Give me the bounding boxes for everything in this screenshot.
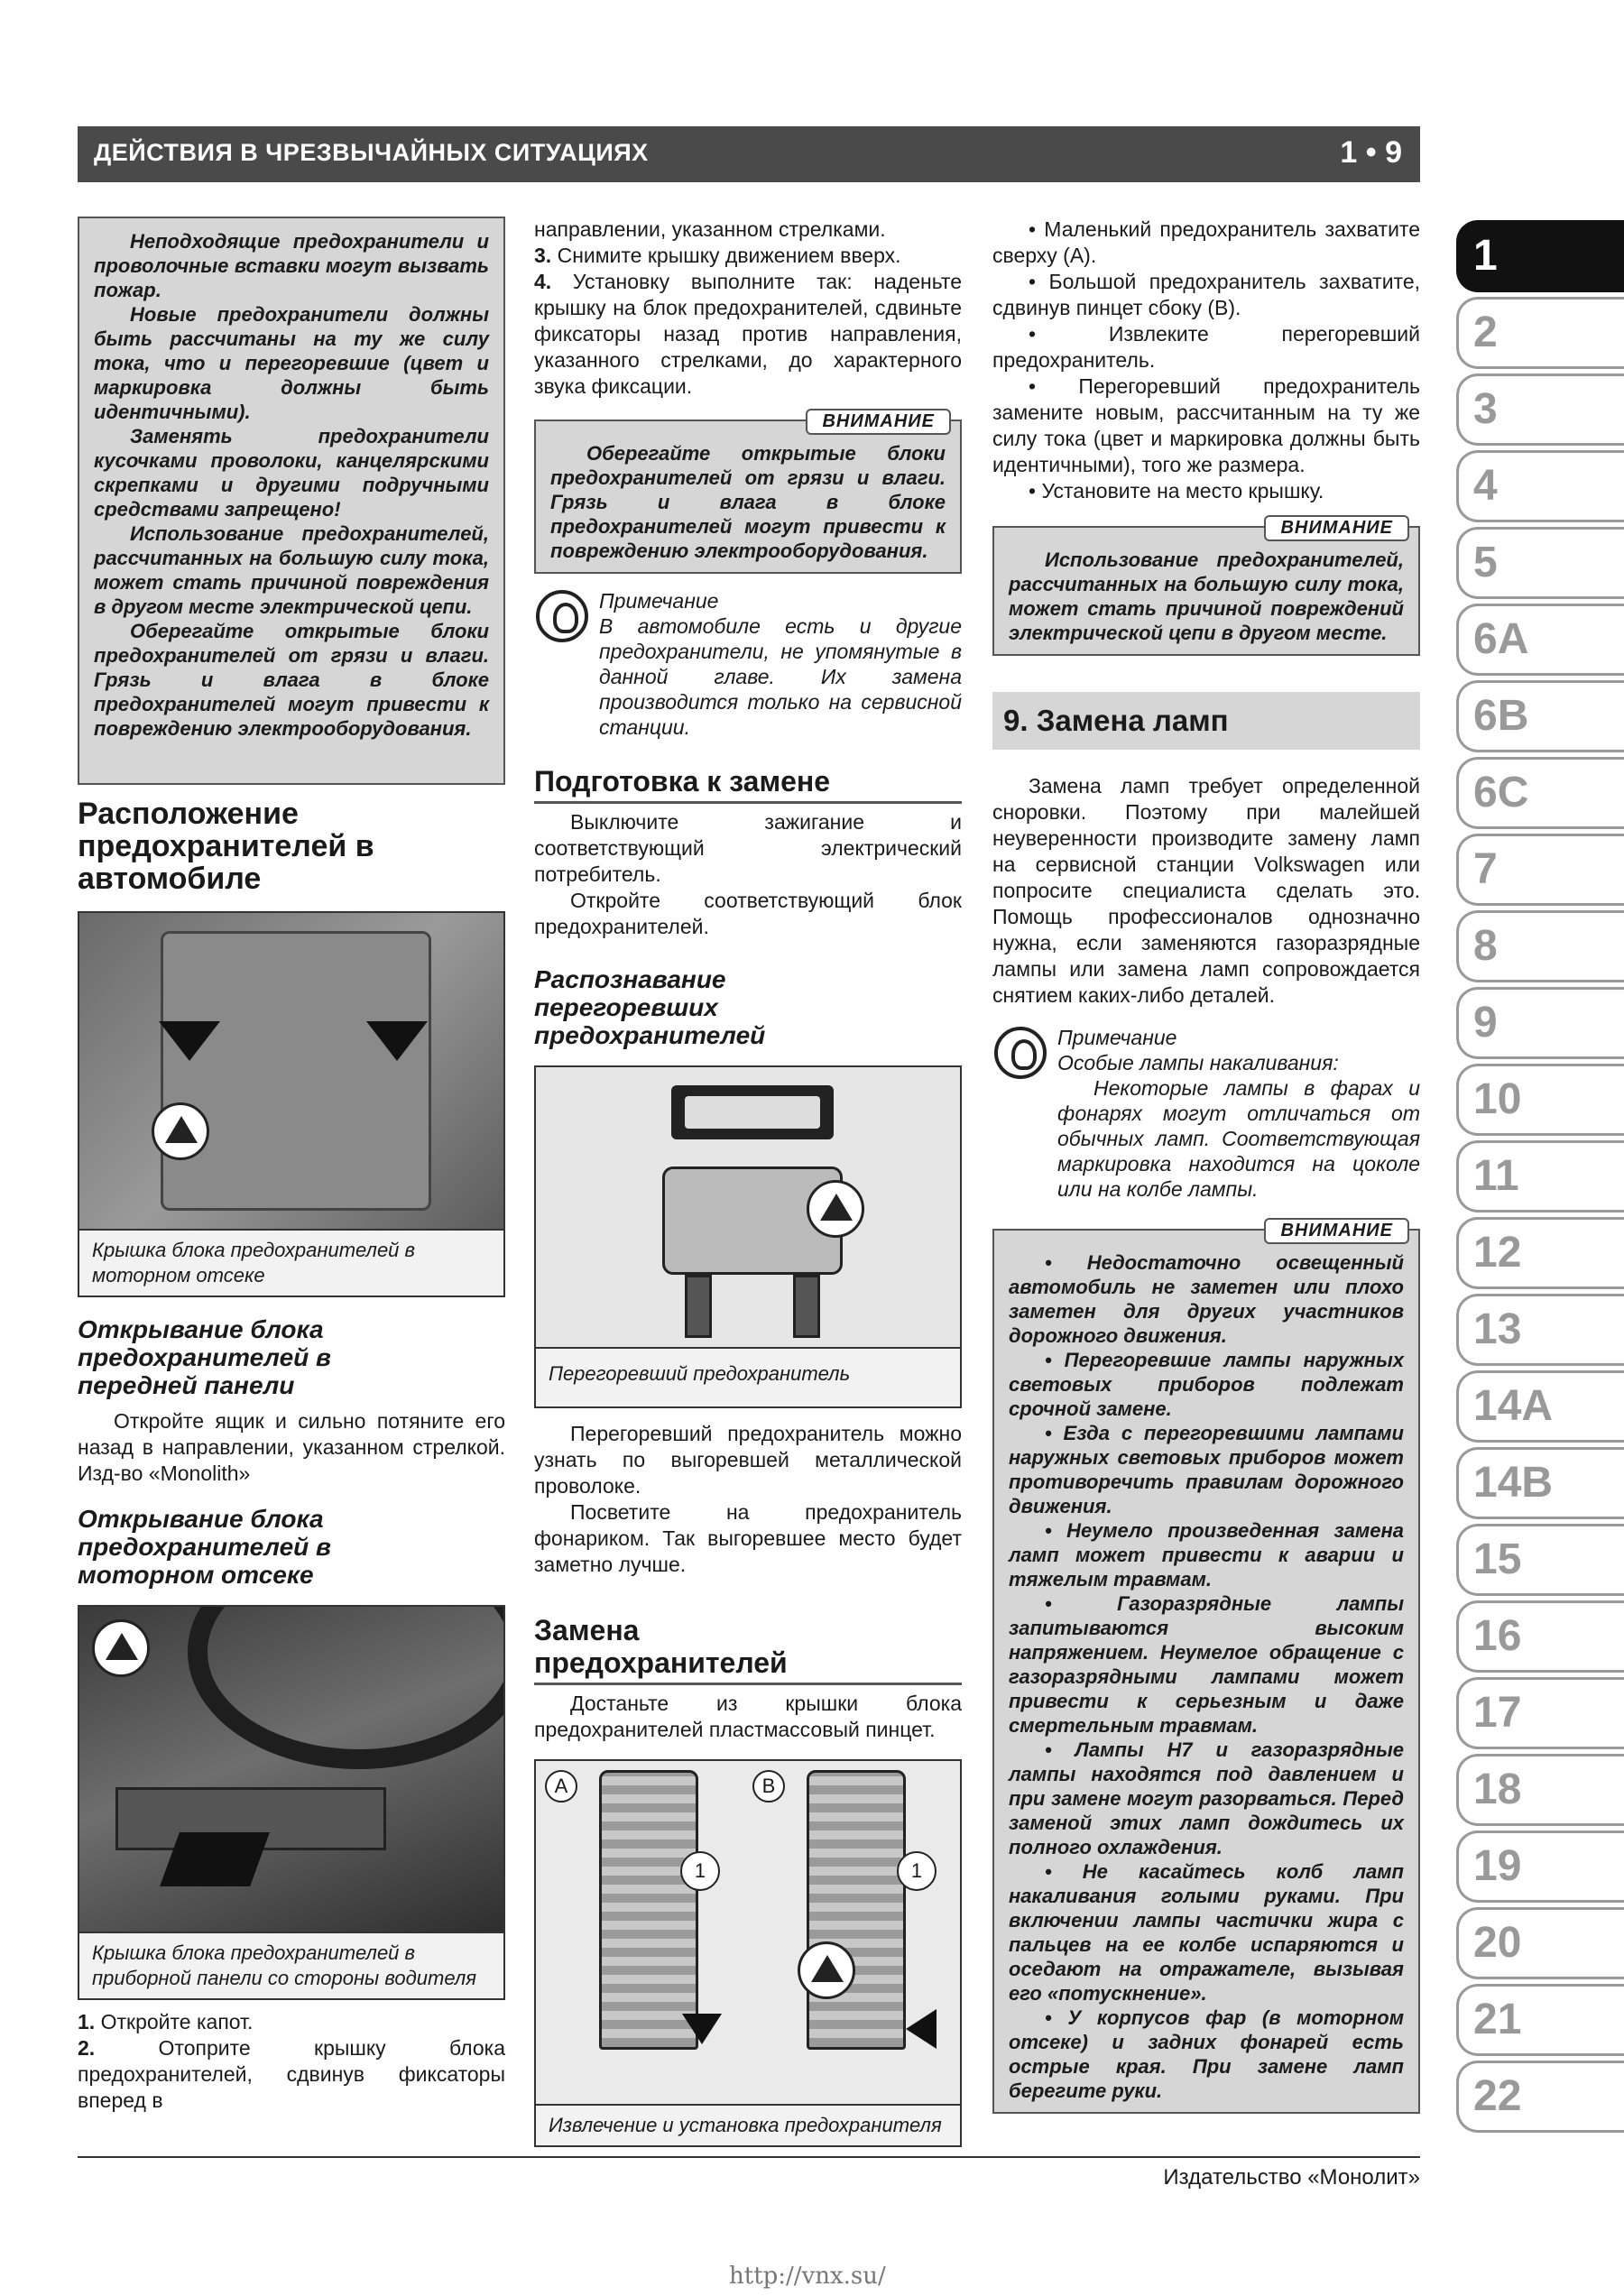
chapter-tab[interactable]: 21: [1456, 1984, 1624, 2056]
lightbulb-icon: [536, 590, 588, 642]
prep-text-2: Откройте соответствующий блок предохранителей.: [534, 889, 962, 938]
footer-divider: [78, 2156, 1420, 2158]
bullet-item: • Перегоревший предохранитель замените новым, рассчитанным на ту же силу тока (цвет и маркировка должны быть идентичными), того же размера.: [992, 374, 1420, 476]
warning-box: [534, 411, 962, 574]
warning-item: • Перегоревшие лампы наружных световых приборов подлежат срочной замене.: [1009, 1349, 1404, 1420]
engine-fuse-cover-photo: [79, 913, 503, 1229]
warning-item: • Газоразрядные лампы запитываются высоким напряжением. Неумелое обращение с газоразрядными лампами может привести к серьезным и даже смертельным травмам.: [1009, 1592, 1404, 1737]
prep-text-1: Выключите зажигание и соответствующий электрический потребитель.: [534, 810, 962, 886]
callout-1: 1: [680, 1851, 720, 1891]
figure-engine-fuse-cover: [78, 911, 505, 1297]
note-title: Примечание: [1057, 1026, 1177, 1049]
warning-tag: ВНИМАНИЕ: [1264, 1218, 1409, 1244]
column-right: [992, 217, 1420, 2114]
warning-box: [992, 518, 1420, 656]
chapter-tab[interactable]: 19: [1456, 1830, 1624, 1903]
box-paragraph: Неподходящие предохранители и проволочные вставки могут вызвать пожар.: [94, 230, 489, 301]
page-header: [78, 126, 1420, 182]
warning-item: • Недостаточно освещенный автомобиль не заметен или плохо заметен для других участников дорожного движения.: [1009, 1251, 1404, 1347]
arrow-down-icon: [366, 1021, 428, 1061]
page-number: 1 • 9: [1340, 135, 1402, 170]
chapter-tab[interactable]: 1: [1456, 220, 1624, 292]
monolith-logo-icon: [152, 1102, 209, 1160]
figure-dashboard-fuse-cover: [78, 1605, 505, 2000]
chapter-tab[interactable]: 16: [1456, 1600, 1624, 1673]
section-title: 9. Замена ламп: [1003, 704, 1229, 737]
note-title: Примечание: [599, 589, 719, 613]
heading-fuse-location: Расположение предохранителей в автомобиле: [78, 797, 374, 896]
source-url[interactable]: http://vnx.su/: [729, 2263, 886, 2290]
arrow-left-icon: [906, 2009, 937, 2049]
chapter-tab[interactable]: 8: [1456, 910, 1624, 982]
heading-front-panel: Открывание блока предохранителей в передней панели: [78, 1315, 331, 1399]
recog-text-2: Посветите на предохранитель фонариком. Так выгоревшее место будет заметно лучше.: [534, 1500, 962, 1576]
divider: [534, 801, 962, 804]
lamps-intro: Замена ламп требует определенной сноровки. Поэтому при малейшей неуверенности производите замену ламп на сервисной станции Volkswagen или попросите специалиста сделать это. Помощь профессионалов однозначно нужна, если заменяются газоразрядные лампы или замена ламп сопровождается снятием каких-либо деталей.: [992, 774, 1420, 1007]
heading-replacement: Замена предохранителей: [534, 1614, 788, 1679]
warning-item: • Неумело произведенная замена ламп может привести к аварии и тяжелым травмам.: [1009, 1519, 1404, 1591]
lightbulb-icon: [994, 1027, 1047, 1079]
warning-item: • Не касайтесь колб ламп накаливания голыми руками. При включении лампы частички жира с пальцев на ее колбе испаряются и оседают на отражателе, вызывая его «потускнение».: [1009, 1860, 1404, 2005]
label-a: A: [545, 1770, 577, 1803]
blown-fuse-illustration: [536, 1067, 960, 1347]
step-4: 4. Установку выполните так: наденьте крышку на блок предохранителей, сдвиньте фиксаторы назад против направления, указанного стрелками, до характерного звука фиксации.: [534, 270, 962, 398]
monolith-logo-icon: [798, 1941, 855, 1999]
column-left: [78, 217, 505, 2114]
arrow-icon: [160, 1832, 270, 1886]
chapter-tab[interactable]: 6C: [1456, 757, 1624, 829]
bullet-item: • Извлеките перегоревший предохранитель.: [992, 322, 1420, 372]
fuse-window: [685, 1096, 820, 1129]
chapter-tab[interactable]: 20: [1456, 1907, 1624, 1979]
warning-tag: ВНИМАНИЕ: [1264, 515, 1409, 541]
chapter-tab[interactable]: 5: [1456, 527, 1624, 599]
step-2: 2. Отоприте крышку блока предохранителей, сдвинув фиксаторы вперед в: [78, 2036, 506, 2112]
section-heading-box: [992, 692, 1420, 750]
chapter-tab[interactable]: 14B: [1456, 1447, 1624, 1519]
heading-engine-bay: Открывание блока предохранителей в моторном отсеке: [78, 1505, 331, 1589]
note-block: [992, 1025, 1420, 1202]
warning-item: • Езда с перегоревшими лампами наружных световых приборов может противоречить правилам дорожного движения.: [1009, 1422, 1404, 1517]
chapter-tab[interactable]: 4: [1456, 450, 1624, 522]
chapter-tab[interactable]: 17: [1456, 1677, 1624, 1749]
chapter-tabs: [1456, 220, 1624, 2137]
heading-preparation: Подготовка к замене: [534, 765, 831, 798]
chapter-tab[interactable]: 15: [1456, 1524, 1624, 1596]
bullet-item: • Большой предохранитель захватите, сдвинув пинцет сбоку (B).: [992, 270, 1420, 319]
chapter-tab[interactable]: 18: [1456, 1754, 1624, 1826]
column-middle: [534, 217, 962, 2147]
figure-caption: Перегоревший предохранитель: [536, 1347, 960, 1406]
chapter-tab[interactable]: 14A: [1456, 1370, 1624, 1443]
step-2-continued: направлении, указанном стрелками.: [534, 217, 886, 241]
figure-caption: Извлечение и установка предохранителя: [536, 2104, 960, 2145]
note-text: Некоторые лампы в фарах и фонарях могут отличаться от обычных ламп. Соответствующая маркировка находится на цоколе или на колбе лампы.: [1057, 1076, 1420, 1201]
box-paragraph: Заменять предохранители кусочками проволоки, канцелярскими скрепками и другими подручными средствами запрещено!: [94, 425, 489, 521]
note-text: В автомобиле есть и другие предохранители, не упомянутые в данной главе. Их замена производится только на сервисной станции.: [599, 614, 962, 739]
label-b: B: [752, 1770, 785, 1803]
heading-recognition: Распознавание перегоревших предохранителей: [534, 965, 766, 1049]
fuse-leg: [793, 1275, 820, 1338]
fuse-box-cover: [161, 931, 431, 1211]
monolith-logo-icon: [92, 1619, 150, 1677]
chapter-tab[interactable]: 22: [1456, 2061, 1624, 2133]
step-3: 3. Снимите крышку движением вверх.: [534, 244, 901, 267]
steering-wheel: [188, 1607, 503, 1769]
lamp-warning-box: [992, 1221, 1420, 2114]
warning-item: • Лампы H7 и газоразрядные лампы находятся под давлением и при замене могут разорваться. Перед заменой этих ламп дождитесь их полного охлаждения.: [1009, 1738, 1404, 1858]
warning-text: Оберегайте открытые блоки предохранителей от грязи и влаги. Грязь и влага в блоке предохранителей могут привести к повреждению электрооборудования.: [550, 442, 946, 562]
warning-text: Использование предохранителей, рассчитанных на большую силу тока, может стать причиной повреждений электрической цепи в другом месте.: [1009, 549, 1404, 644]
fuse-leg: [685, 1275, 712, 1338]
chapter-tab[interactable]: 3: [1456, 373, 1624, 446]
monolith-logo-icon: [807, 1180, 864, 1238]
chapter-tab[interactable]: 7: [1456, 834, 1624, 906]
chapter-tab[interactable]: 9: [1456, 987, 1624, 1059]
figure-caption: Крышка блока предохранителей в приборной панели со стороны водителя: [79, 1932, 503, 1998]
box-paragraph: Использование предохранителей, рассчитанных на большую силу тока, может стать причиной повреждения в другом месте электрической цепи.: [94, 522, 489, 618]
publisher-name: Издательство «Монолит»: [1163, 2165, 1420, 2190]
chapter-tab[interactable]: 6B: [1456, 680, 1624, 752]
chapter-tab[interactable]: 12: [1456, 1217, 1624, 1289]
figure-fuse-removal: [534, 1759, 962, 2147]
front-panel-text: Откройте ящик и сильно потяните его назад в направлении, указанном стрелкой. Изд-во «Monolith»: [78, 1409, 505, 1485]
warning-item: • У корпусов фар (в моторном отсеке) и задних фонарей есть острые края. При замене ламп берегите руки.: [1009, 2006, 1404, 2102]
note-block: [534, 588, 962, 740]
fuse-warning-box: [78, 217, 505, 785]
fuse-removal-illustration: [536, 1761, 960, 2104]
figure-caption: Крышка блока предохранителей в моторном отсеке: [79, 1229, 503, 1296]
arrow-down-icon: [159, 1021, 220, 1061]
chapter-title: ДЕЙСТВИЯ В ЧРЕЗВЫЧАЙНЫХ СИТУАЦИЯХ: [94, 139, 649, 166]
callout-1: 1: [897, 1851, 937, 1891]
chapter-tab[interactable]: 2: [1456, 297, 1624, 369]
note-subtitle: Особые лампы накаливания:: [1057, 1051, 1339, 1074]
chapter-tab[interactable]: 13: [1456, 1294, 1624, 1366]
warning-tag: ВНИМАНИЕ: [806, 409, 951, 435]
box-paragraph: Новые предохранители должны быть рассчитаны на ту же силу тока, что и перегоревшие (цвет и маркировка должны быть идентичными).: [94, 303, 489, 423]
step-1: 1. Откройте капот.: [78, 2010, 254, 2033]
bullet-item: • Маленький предохранитель захватите сверху (A).: [992, 217, 1420, 267]
recog-text-1: Перегоревший предохранитель можно узнать по выгоревшей металлической проволоке.: [534, 1422, 962, 1498]
arrow-down-icon: [682, 2014, 722, 2044]
tweezers-a: [599, 1770, 698, 2050]
dashboard-fuse-cover-photo: [79, 1607, 503, 1932]
box-paragraph: Оберегайте открытые блоки предохранителей от грязи и влаги. Грязь и влага в блоке предохранителей могут привести к повреждению электрооборудования.: [94, 620, 489, 740]
replace-text: Достаньте из крышки блока предохранителей пластмассовый пинцет.: [534, 1692, 962, 1741]
bullet-item: • Установите на место крышку.: [1029, 479, 1324, 503]
tweezers-b: [807, 1770, 906, 2050]
figure-blown-fuse: [534, 1065, 962, 1408]
divider: [534, 1683, 962, 1685]
chapter-tab[interactable]: 6A: [1456, 604, 1624, 676]
chapter-tab[interactable]: 11: [1456, 1140, 1624, 1213]
chapter-tab[interactable]: 10: [1456, 1064, 1624, 1136]
